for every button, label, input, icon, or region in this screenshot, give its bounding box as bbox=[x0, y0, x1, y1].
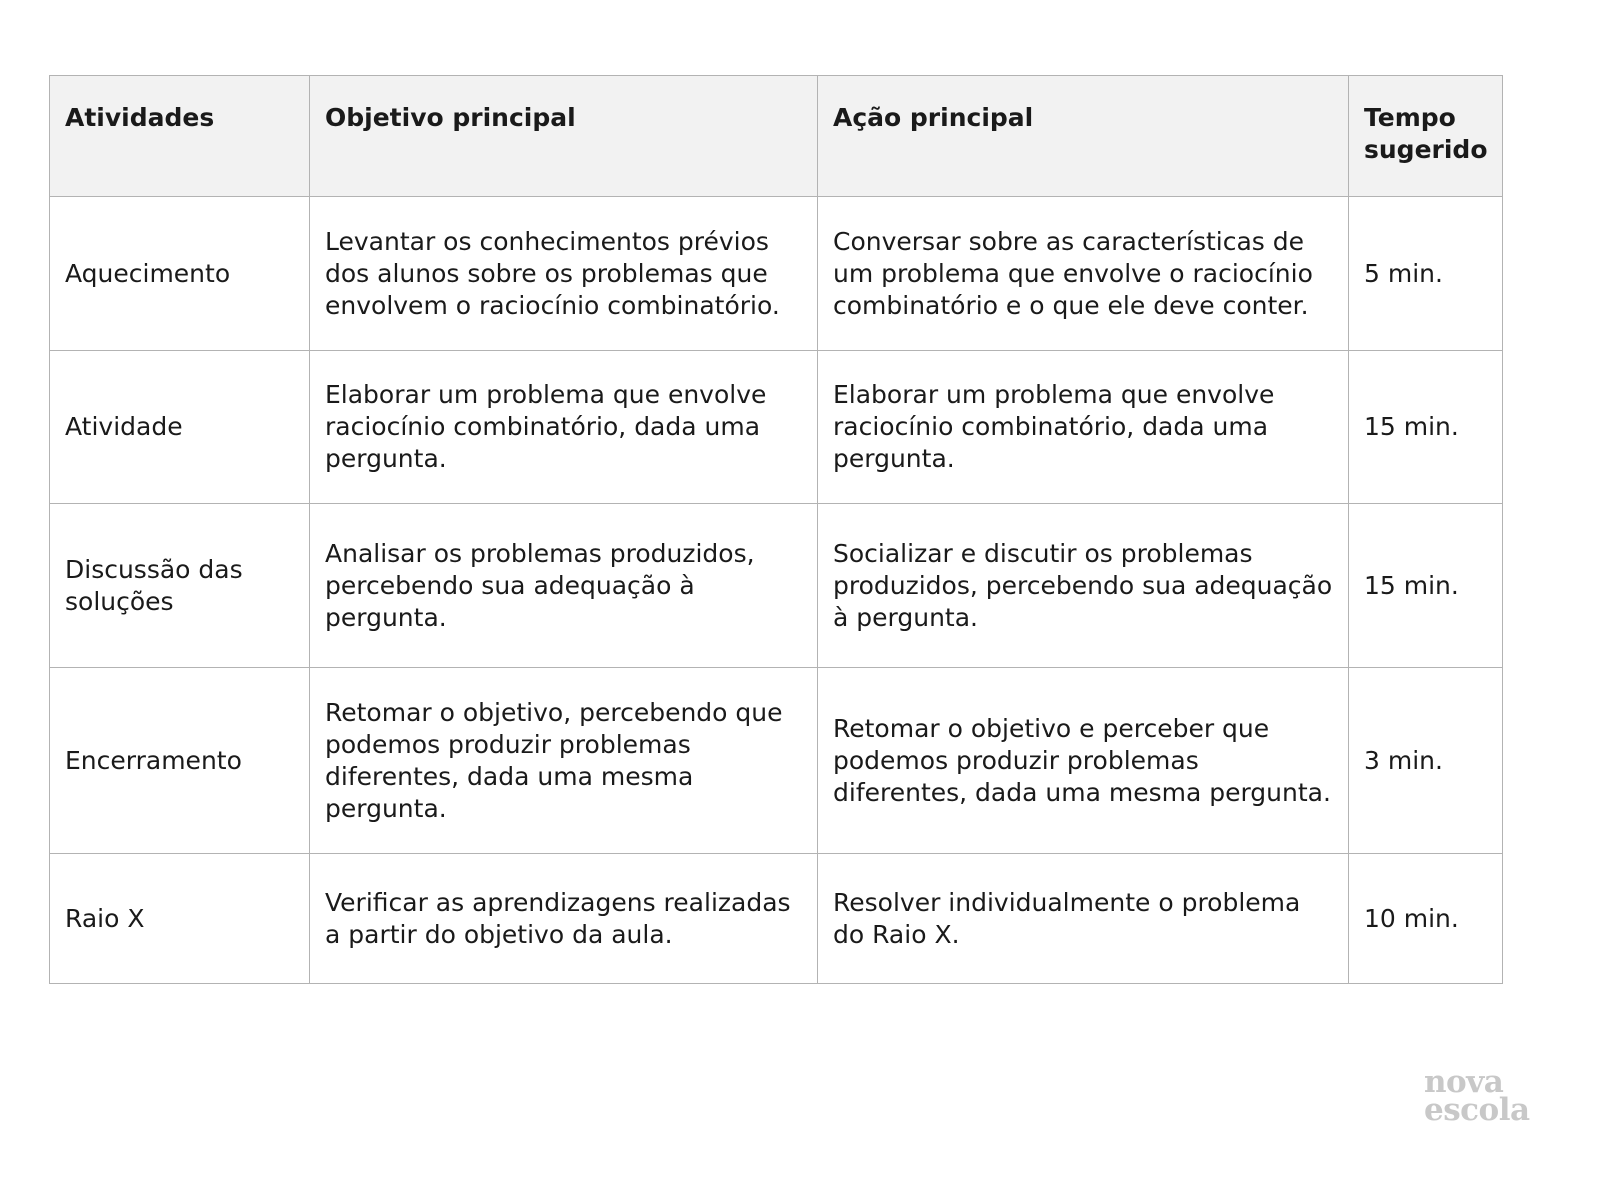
header-row bbox=[50, 76, 1503, 197]
cell-atividade: Atividade bbox=[50, 351, 310, 504]
cell-atividade: Raio X bbox=[50, 854, 310, 984]
cell-acao: Elaborar um problema que envolve raciocínio combinatório, dada uma pergunta. bbox=[818, 351, 1349, 504]
header-objetivo-principal: Objetivo principal bbox=[310, 76, 818, 197]
lesson-plan-table bbox=[49, 75, 1503, 984]
table-row bbox=[50, 854, 1503, 984]
cell-atividade: Discussão das soluções bbox=[50, 504, 310, 668]
cell-objetivo: Levantar os conhecimentos prévios dos alunos sobre os problemas que envolvem o raciocínio combinatório. bbox=[310, 197, 818, 351]
cell-tempo: 10 min. bbox=[1349, 854, 1503, 984]
table-row bbox=[50, 668, 1503, 854]
nova-escola-logo bbox=[1424, 1064, 1530, 1128]
table-row bbox=[50, 504, 1503, 668]
cell-atividade: Aquecimento bbox=[50, 197, 310, 351]
cell-tempo: 5 min. bbox=[1349, 197, 1503, 351]
cell-tempo: 15 min. bbox=[1349, 504, 1503, 668]
table-row bbox=[50, 351, 1503, 504]
header-acao-principal: Ação principal bbox=[818, 76, 1349, 197]
table-header bbox=[50, 76, 1503, 197]
cell-acao: Resolver individualmente o problema do Raio X. bbox=[818, 854, 1349, 984]
header-atividades: Atividades bbox=[50, 76, 310, 197]
cell-acao: Socializar e discutir os problemas produzidos, percebendo sua adequação à pergunta. bbox=[818, 504, 1349, 668]
cell-objetivo: Retomar o objetivo, percebendo que podemos produzir problemas diferentes, dada uma mesma pergunta. bbox=[310, 668, 818, 854]
table-body bbox=[50, 197, 1503, 984]
cell-objetivo: Verificar as aprendizagens realizadas a partir do objetivo da aula. bbox=[310, 854, 818, 984]
logo-line-escola: escola bbox=[1424, 1092, 1530, 1128]
header-tempo-sugerido: Tempo sugerido bbox=[1349, 76, 1503, 197]
cell-acao: Conversar sobre as características de um problema que envolve o raciocínio combinatório e o que ele deve conter. bbox=[818, 197, 1349, 351]
cell-tempo: 15 min. bbox=[1349, 351, 1503, 504]
cell-objetivo: Analisar os problemas produzidos, percebendo sua adequação à pergunta. bbox=[310, 504, 818, 668]
logo-line-nova: nova bbox=[1424, 1064, 1504, 1100]
table-row bbox=[50, 197, 1503, 351]
cell-atividade: Encerramento bbox=[50, 668, 310, 854]
cell-acao: Retomar o objetivo e perceber que podemos produzir problemas diferentes, dada uma mesma pergunta. bbox=[818, 668, 1349, 854]
cell-tempo: 3 min. bbox=[1349, 668, 1503, 854]
cell-objetivo: Elaborar um problema que envolve raciocínio combinatório, dada uma pergunta. bbox=[310, 351, 818, 504]
